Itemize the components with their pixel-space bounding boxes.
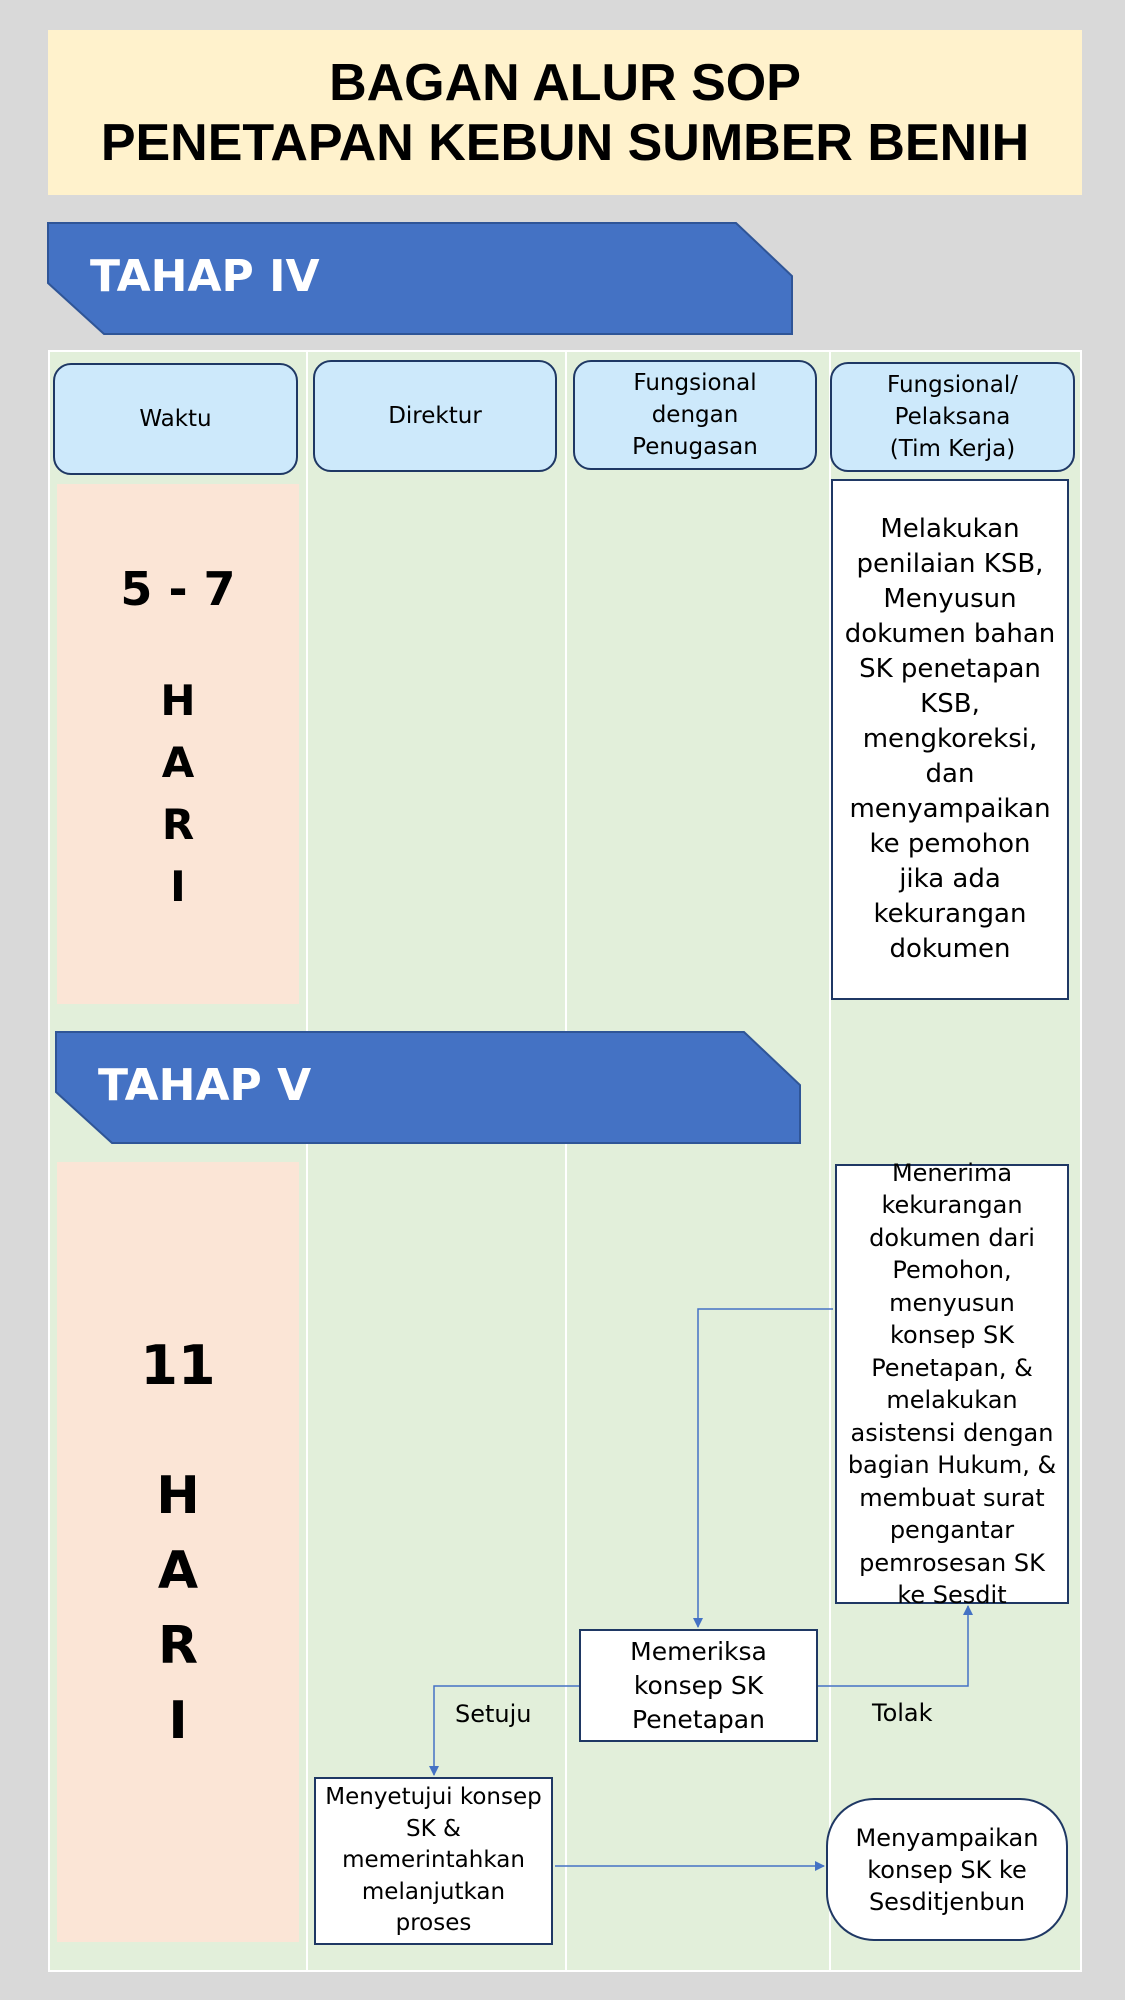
unit-letter: H (160, 676, 196, 725)
unit-letter: H (156, 1466, 200, 1526)
label-setuju: Setuju (455, 1700, 532, 1728)
column-header-fungsional-penugasan: Fungsional dengan Penugasan (573, 360, 817, 470)
approve-draft-box: Menyetujui konsep SK & memerintahkan melanjutkan proses (314, 1777, 553, 1945)
tahap-5-days: 11 (140, 1334, 216, 1397)
arrow-check-to-receive (818, 1606, 968, 1686)
stage-4-label: TAHAP IV (90, 251, 320, 302)
label-tolak: Tolak (872, 1699, 933, 1727)
unit-letter: I (170, 862, 186, 911)
receive-documents-box: Menerima kekurangan dokumen dari Pemohon, menyusun konsep SK Penetapan, & melakukan asistensi dengan bagian Hukum, & membuat surat pengantar pemrosesan SK ke Sesdit (835, 1164, 1069, 1604)
deliver-draft-terminal: Menyampaikan konsep SK ke Sesditjenbun (826, 1798, 1068, 1941)
tahap-4-task-box: Melakukan penilaian KSB, Menyusun dokumen bahan SK penetapan KSB, mengkoreksi, dan menyampaikan ke pemohon jika ada kekurangan dokumen (831, 479, 1069, 1000)
unit-letter: A (157, 1541, 199, 1601)
arrow-receive-to-check (698, 1309, 833, 1627)
column-header-waktu: Waktu (53, 363, 298, 475)
title-line-1: BAGAN ALUR SOP (329, 53, 801, 112)
check-draft-box: Memeriksa konsep SK Penetapan (579, 1629, 818, 1742)
column-header-direktur: Direktur (313, 360, 557, 472)
column-header-fungsional-pelaksana: Fungsional/ Pelaksana (Tim Kerja) (830, 362, 1075, 472)
tahap-4-days: 5 - 7 (120, 562, 236, 616)
title-line-2: PENETAPAN KEBUN SUMBER BENIH (100, 113, 1030, 172)
stage-5-label: TAHAP V (98, 1060, 312, 1111)
unit-letter: I (168, 1691, 188, 1751)
unit-letter: R (161, 800, 195, 849)
unit-letter: R (157, 1616, 199, 1676)
unit-letter: A (161, 738, 195, 787)
